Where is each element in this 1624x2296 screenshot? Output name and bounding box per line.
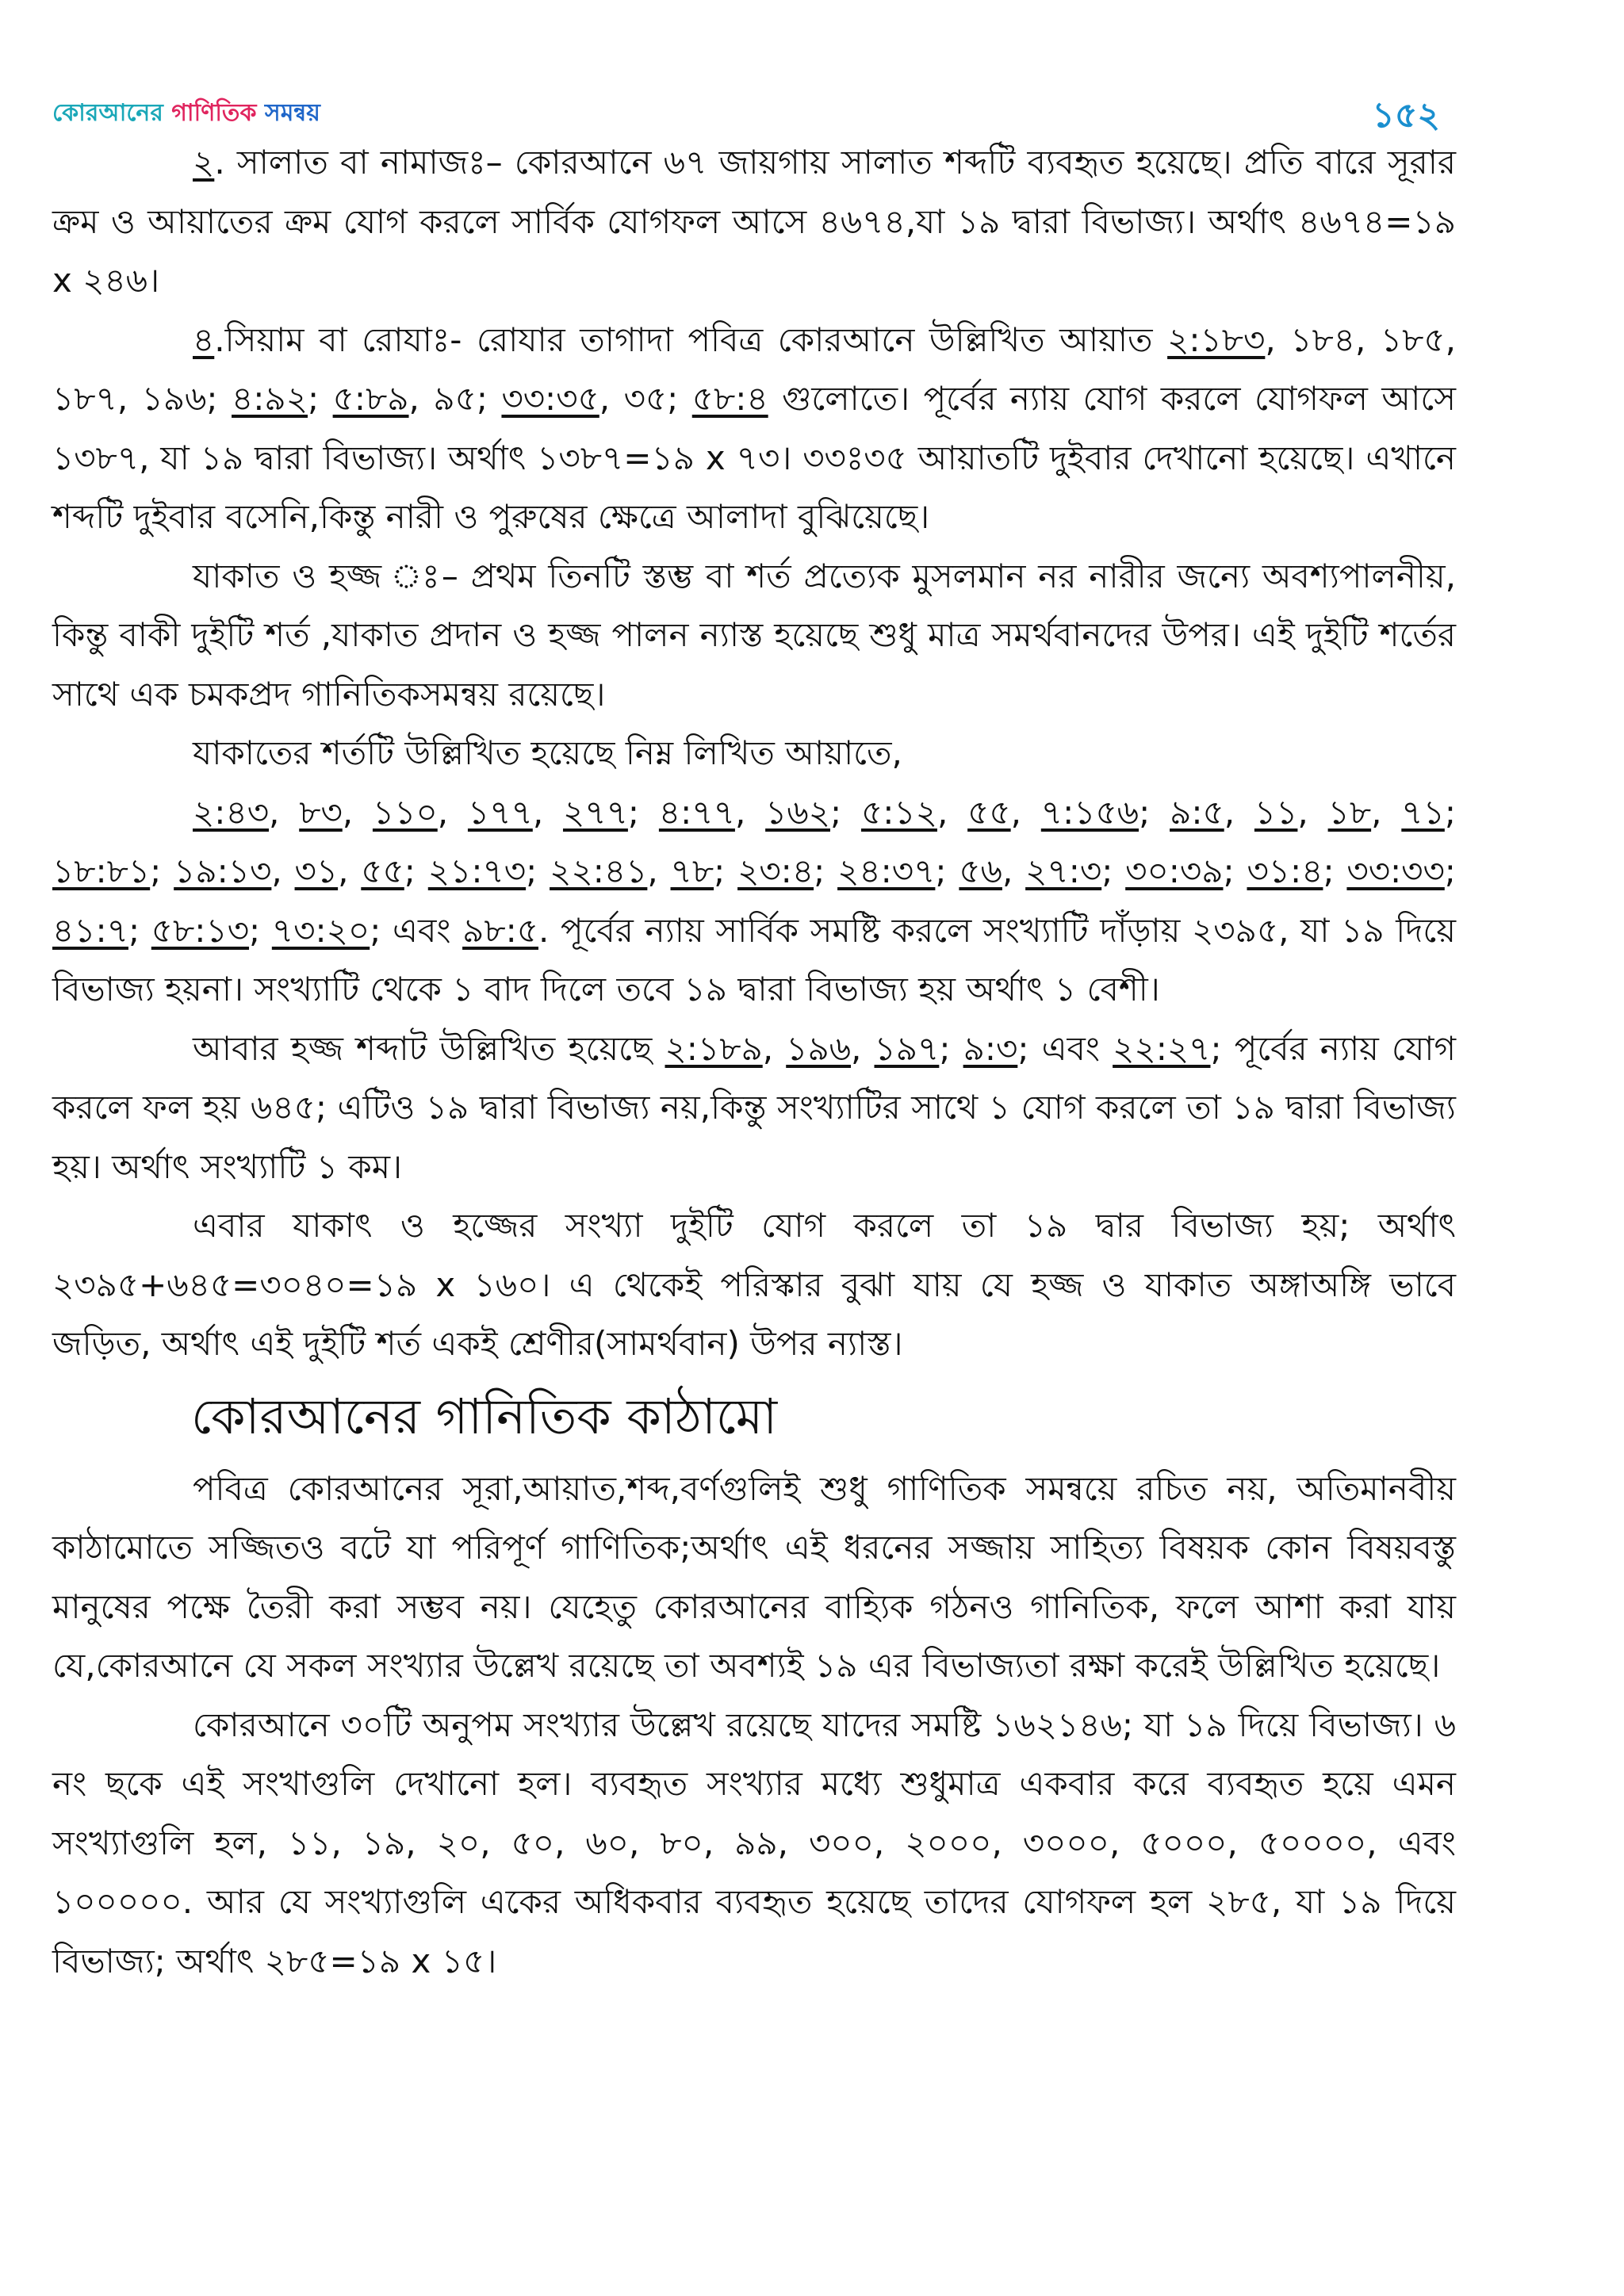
verse-reference: ১৮:৮১	[52, 851, 151, 890]
verse-reference: ৪:৭৭	[658, 792, 735, 832]
text-segment: ;	[939, 1028, 963, 1068]
reference-separator: ;	[526, 851, 550, 890]
reference-separator: ,	[1010, 792, 1041, 832]
verse-reference: ৫৬	[959, 851, 1002, 890]
reference-separator: ;	[150, 851, 174, 890]
paragraph-siyam	[52, 311, 1456, 547]
reference-separator: ,	[647, 851, 671, 890]
text-segment: গুলোতে। পূর্বের ন্যায় যোগ করলে যোগফল আসে ১৩৮৭, যা ১৯ দ্বারা বিভাজ্য। অর্থাৎ ১৩৮৭=১৯ x ৭৩। ৩৩ঃ৩৫ আয়াতটি দুইবার দেখানো হয়েছে। এখানে শব্দটি দুইবার বসেনি,কিন্তু নারী ও পুরুষের ক্ষেত্রে আলাদা বুঝিয়েছে।	[52, 379, 1456, 536]
verse-reference: ৫৮:১৩	[151, 910, 250, 950]
book-title	[52, 94, 320, 134]
reference-separator: ;	[714, 851, 738, 890]
verse-reference: ৩০:৩৯	[1125, 851, 1224, 890]
verse-reference: ৭:১৫৬	[1040, 792, 1139, 832]
reference-separator: ,	[1002, 851, 1026, 890]
book-title-part-1: কোরআনের	[52, 99, 172, 127]
paragraph-numbers: কোরআনে ৩০টি অনুপম সংখ্যার উল্লেখ রয়েছে যাদের সমষ্টি ১৬২১৪৬; যা ১৯ দিয়ে বিভাজ্য। ৬ নং ছকে এই সংখাগুলি দেখানো হল। ব্যবহৃত সংখ্যার মধ্যে শুধুমাত্র একবার করে ব্যবহৃত হয়ে এমন সংখ্যাগুলি হল, ১১, ১৯, ২০, ৫০, ৬০, ৮০, ৯৯, ৩০০, ২০০০, ৩০০০, ৫০০০, ৫০০০০, এবং ১০০০০০. আর যে সংখ্যাগুলি একের অধিকবার ব্যবহৃত হয়েছে তাদের যোগফল হল ২৮৫, যা ১৯ দিয়ে বিভাজ্য; অর্থাৎ ২৮৫=১৯ x ১৫।	[52, 1705, 1456, 1980]
verse-reference: ২:১৮৯	[665, 1028, 763, 1068]
paragraph-text: . সালাত বা নামাজঃ– কোরআনে ৬৭ জায়গায় সালাত শব্দটি ব্যবহৃত হয়েছে। প্রতি বারে সূরার ক্রম ও আয়াতের ক্রম যোগ করলে সার্বিক যোগফল আসে ৪৬৭৪,যা ১৯ দ্বারা বিভাজ্য। অর্থাৎ ৪৬৭৪=১৯ x ২৪৬।	[52, 143, 1456, 300]
text-segment: ; এবং	[1017, 1028, 1113, 1068]
verse-reference: ২২:২৭	[1113, 1028, 1211, 1068]
reference-separator: ;	[128, 910, 151, 950]
verse-reference: ২:১৮৩	[1167, 320, 1266, 359]
verse-reference: ২৭:৩	[1025, 851, 1102, 890]
reference-separator: ;	[814, 851, 838, 890]
book-title-part-2: গাণিতিক	[171, 99, 265, 127]
reference-separator: ,	[342, 792, 373, 832]
paragraph-zakat-hajj: যাকাত ও হজ্জ ঃ– প্রথম তিনটি স্তম্ভ বা শর্ত প্রত্যেক মুসলমান নর নারীর জন্যে অবশ্যপালনীয়, কিন্তু বাকী দুইটি শর্ত ,যাকাত প্রদান ও হজ্জ পালন ন্যাস্ত হয়েছে শুধু মাত্র সমর্থবানদের উপর। এই দুইটি শর্তের সাথে এক চমকপ্রদ গানিতিকসমন্বয় রয়েছে।	[52, 556, 1456, 714]
verse-reference: ১৯৬	[786, 1028, 852, 1068]
verse-reference: ৯৮:৫	[462, 910, 538, 950]
verse-reference: ১১০	[372, 792, 438, 832]
verse-reference: ৩৩:৩৩	[1346, 851, 1445, 890]
verse-reference: ৮৩	[299, 792, 343, 832]
verse-reference: ৫:৮৯	[332, 379, 409, 418]
verse-reference: ২২:৪১	[550, 851, 648, 890]
paragraph-zakat-intro: যাকাতের শর্তটি উল্লিখিত হয়েছে নিম্ন লিখিত আয়াতে,	[193, 733, 902, 772]
reference-separator: ;	[1223, 851, 1247, 890]
verse-reference: ১৯:১৩	[174, 851, 272, 890]
reference-separator: ;	[829, 792, 861, 832]
reference-separator: ,	[269, 792, 300, 832]
verse-reference: ৯:৫	[1170, 792, 1224, 832]
book-title-part-3: সমন্বয়	[264, 99, 320, 127]
reference-separator: ;	[1101, 851, 1126, 890]
verse-reference: ১১	[1254, 792, 1298, 832]
reference-separator: ;	[935, 851, 959, 890]
reference-separator: ,	[1297, 792, 1328, 832]
reference-separator: ,	[271, 851, 295, 890]
verse-reference: ৪১:৭	[52, 910, 128, 950]
verse-reference: ৩৩:৩৫	[501, 379, 599, 418]
page-body	[52, 133, 1456, 1991]
reference-separator: ,	[532, 792, 563, 832]
text-segment: , ৯৫;	[408, 379, 502, 418]
text-segment: ,	[851, 1028, 875, 1068]
verse-reference: ৪:৯২	[232, 379, 308, 418]
paragraph-combined: এবার যাকাৎ ও হজ্জের সংখ্যা দুইটি যোগ করলে তা ১৯ দ্বার বিভাজ্য হয়; অর্থাৎ ২৩৯৫+৬৪৫=৩০৪০=১৯ x ১৬০। এ থেকেই পরিস্কার বুঝা যায় যে হজ্জ ও যাকাত অঙ্গাঅঙ্গি ভাবে জড়িত, অর্থাৎ এই দুইটি শর্ত একই শ্রেণীর(সামর্থবান) উপর ন্যাস্ত।	[52, 1206, 1456, 1363]
reference-separator: ;	[1323, 851, 1347, 890]
verse-reference: ৫৮:৪	[691, 379, 768, 418]
verse-reference: ৫৫	[967, 792, 1011, 832]
running-header	[52, 89, 1440, 136]
text-segment: আবার হজ্জ শব্দাট উল্লিখিত হয়েছে	[193, 1028, 665, 1068]
verse-reference: ৩১	[294, 851, 339, 890]
verse-reference: ২১:৭৩	[427, 851, 527, 890]
reference-separator: ; এবং	[370, 910, 463, 950]
text-segment: , ৩৫;	[599, 379, 692, 418]
verse-reference: ১৮	[1327, 792, 1372, 832]
text-segment: ; পূর্বের ন্যায় যোগ করলে ফল হয় ৬৪৫; এটিও ১৯ দ্বারা বিভাজ্য নয়,কিন্তু সংখ্যাটির সাথে ১ যোগ করলে তা ১৯ দ্বারা বিভাজ্য হয়। অর্থাৎ সংখ্যাটি ১ কম।	[52, 1028, 1456, 1186]
reference-separator: ,	[437, 792, 468, 832]
verse-reference: ৫৫	[361, 851, 404, 890]
page-number: ১৫২	[1372, 95, 1440, 136]
item-number: ২	[193, 143, 215, 182]
reference-separator: ;	[627, 792, 659, 832]
text-segment: ,	[762, 1028, 787, 1068]
reference-separator: ;	[1444, 851, 1456, 890]
reference-separator: ,	[1371, 792, 1402, 832]
reference-separator: ,	[338, 851, 362, 890]
verse-reference: ৭৩:২০	[271, 910, 370, 950]
reference-separator: ;	[249, 910, 272, 950]
reference-separator: ;	[404, 851, 428, 890]
paragraph-structure: পবিত্র কোরআনের সূরা,আয়াত,শব্দ,বর্ণগুলিই শুধু গাণিতিক সমন্বয়ে রচিত নয়, অতিমানবীয় কাঠামোতে সজ্জিতও বটে যা পরিপূর্ণ গাণিতিক;অর্থাৎ এই ধরনের সজ্জায় সাহিত্য বিষয়ক কোন বিষয়বস্তু মানুষের পক্ষে তৈরী করা সম্ভব নয়। যেহেতু কোরআনের বাহ্যিক গঠনও গানিতিক, ফলে আশা করা যায় যে,কোরআনে যে সকল সংখ্যার উল্লেখ রয়েছে তা অবশ্যই ১৯ এর বিভাজ্যতা রক্ষা করেই উল্লিখিত হয়েছে।	[52, 1468, 1456, 1685]
text-segment: ;	[308, 379, 333, 418]
paragraph-hajj	[52, 1020, 1456, 1197]
verse-reference: ২৪:৩৭	[837, 851, 936, 890]
verse-reference: ১৯৭	[874, 1028, 940, 1068]
text-segment: . পূর্বের ন্যায় সার্বিক সমষ্টি করলে সংখ্যাটি দাঁড়ায় ২৩৯৫, যা ১৯ দিয়ে বিভাজ্য হয়না। সংখ্যাটি থেকে ১ বাদ দিলে তবে ১৯ দ্বারা বিভাজ্য হয় অর্থাৎ ১ বেশী।	[52, 910, 1456, 1008]
paragraph-zakat-references	[52, 783, 1456, 1020]
verse-reference: ৩১:৪	[1247, 851, 1323, 890]
verse-reference: ১৭৭	[467, 792, 533, 832]
reference-separator: ;	[1139, 792, 1170, 832]
reference-separator: ;	[1444, 792, 1456, 832]
text-segment: , ১৮৪, ১৮৫, ১৮৭, ১৯৬;	[52, 320, 1456, 418]
verse-reference: ৯:৩	[963, 1028, 1018, 1068]
section-heading: কোরআনের গানিতিক কাঠামো	[191, 1387, 778, 1445]
reference-separator: ,	[734, 792, 766, 832]
verse-reference: ৭৮	[670, 851, 714, 890]
verse-reference: ৭১	[1401, 792, 1445, 832]
verse-reference: ২৭৭	[562, 792, 628, 832]
text-segment: .সিয়াম বা রোযাঃ- রোযার তাগাদা পবিত্র কোরআনে উল্লিখিত আয়াত	[214, 320, 1168, 359]
item-number: ৪	[193, 320, 215, 359]
verse-reference: ৫:১২	[860, 792, 937, 832]
verse-reference: ২৩:৪	[737, 851, 814, 890]
verse-reference: ১৬২	[765, 792, 830, 832]
verse-reference: ২:৪৩	[193, 792, 270, 832]
paragraph-salat	[52, 133, 1456, 311]
reference-separator: ,	[936, 792, 968, 832]
reference-separator: ,	[1224, 792, 1254, 832]
